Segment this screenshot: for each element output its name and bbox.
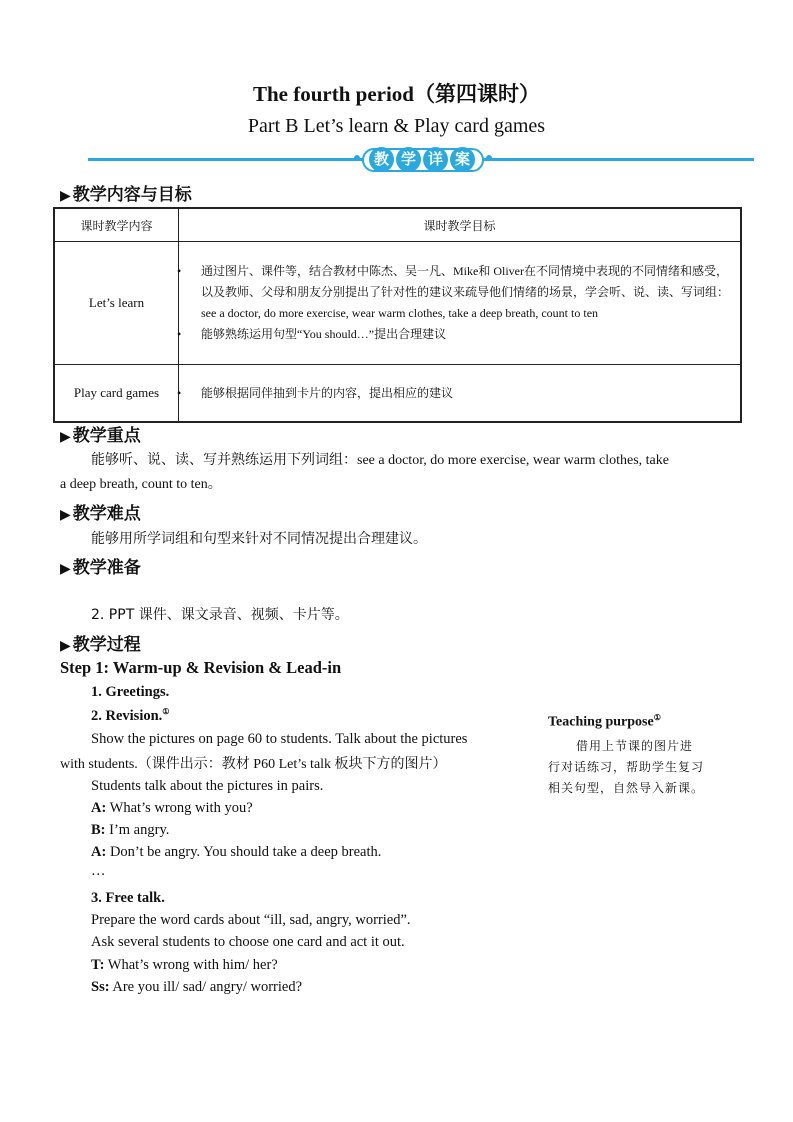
free-talk-ask: Ask several students to choose one card and act it out.: [91, 934, 405, 950]
sidenote-line: 相关句型，自然导入新课。: [548, 781, 705, 795]
dialogue-line: B: I’m angry.: [91, 822, 170, 838]
dialogue-line: A: What’s wrong with you?: [91, 800, 253, 816]
section-heading-preparation: ▶ 教学准备: [60, 558, 141, 578]
section-heading-difficulties: ▶ 教学难点: [60, 504, 141, 524]
triangle-icon: ▶: [60, 507, 71, 523]
sidenote-line: 行对话练习，帮助学生复习: [548, 760, 705, 774]
revision-instruction-line1: Show the pictures on page 60 to students. Talk about the pictures: [91, 731, 468, 747]
free-talk-prepare: Prepare the word cards about “ill, sad, angry, worried”.: [91, 912, 411, 928]
dialogue-line: Ss: Are you ill/ sad/ angry/ worried?: [91, 979, 303, 995]
table-row: [54, 365, 741, 423]
table-row: [54, 242, 741, 365]
banner-dot-right: [486, 155, 492, 161]
banner-dot-left: [354, 155, 360, 161]
footnote-mark: ①: [653, 713, 661, 722]
footnote-mark: ①: [162, 707, 170, 716]
banner-char: 教: [369, 147, 394, 172]
triangle-icon: ▶: [60, 429, 71, 445]
page-subtitle: Part B Let’s learn & Play card games: [247, 115, 546, 137]
step1-item-revision: 2. Revision.①: [91, 707, 170, 724]
goal-item: • 通过图片、课件等，结合教材中陈杰、吴一凡、Mike和 Oliver在不同情境中表现的不同情绪和感受，以及教师、父母和朋友分别提出了针对性的建议来疏导他们情绪的场景，学会听、说、读、写词组：see a doctor, do more exercise, wear warm clothes, take a deep breath, count to ten: [177, 264, 730, 320]
table-cell-content: Play card games: [54, 365, 179, 423]
banner-char: 案: [450, 147, 475, 172]
step1-item-greetings: 1. Greetings.: [91, 684, 170, 700]
goal-item: • 能够熟练运用句型“You should…”提出合理建议: [177, 327, 447, 341]
banner-char: 详: [423, 147, 448, 172]
section-heading-key-points: ▶ 教学重点: [60, 426, 141, 446]
sidenote-text: [548, 736, 718, 799]
table-header-row: [54, 208, 741, 242]
dialogue-line: T: What’s wrong with him/ her?: [91, 957, 278, 973]
table-header-content: 课时教学内容: [54, 208, 179, 242]
page-title: The fourth period（第四课时）: [252, 82, 540, 106]
step1-title: Step 1: Warm-up & Revision & Lead-in: [60, 658, 342, 677]
lesson-plan-banner: [352, 146, 494, 174]
banner-char: 学: [396, 147, 421, 172]
step1-item-free-talk: 3. Free talk.: [91, 890, 165, 906]
sidenote-title: Teaching purpose①: [548, 713, 661, 730]
sidenote-line: 借用上节课的图片进: [576, 739, 694, 753]
triangle-icon: ▶: [60, 188, 71, 204]
triangle-icon: ▶: [60, 561, 71, 577]
dialogue-ellipsis: …: [91, 863, 106, 879]
table-cell-content: Let’s learn: [54, 242, 179, 365]
key-points-text-line1: 能够听、说、读、写并熟练运用下列词组：see a doctor, do more exercise, wear warm clothes, take: [91, 453, 669, 468]
table-cell-goals: [179, 242, 742, 365]
goal-item: • 能够根据同伴抽到卡片的内容，提出相应的建议: [177, 385, 454, 400]
table-header-goals: 课时教学目标: [179, 208, 742, 242]
table-cell-goals: [179, 365, 742, 423]
goals-table: [53, 207, 742, 423]
difficulties-text: 能够用所学词组和句型来针对不同情况提出合理建议。: [91, 531, 427, 547]
revision-instruction-line2: with students.（课件出示：教材 P60 Let’s talk 板块下方的图片）: [60, 757, 447, 772]
dialogue-line: A: Don’t be angry. You should take a deep breath.: [91, 844, 382, 860]
section-heading-process: ▶ 教学过程: [60, 635, 141, 655]
pairs-instruction: Students talk about the pictures in pairs.: [91, 778, 324, 794]
triangle-icon: ▶: [60, 638, 71, 654]
section-heading-content-goals: ▶ 教学内容与目标: [60, 185, 192, 205]
key-points-text-line2: a deep breath, count to ten。: [60, 477, 222, 492]
preparation-text: 2. PPT 课件、课文录音、视频、卡片等。: [91, 607, 349, 623]
